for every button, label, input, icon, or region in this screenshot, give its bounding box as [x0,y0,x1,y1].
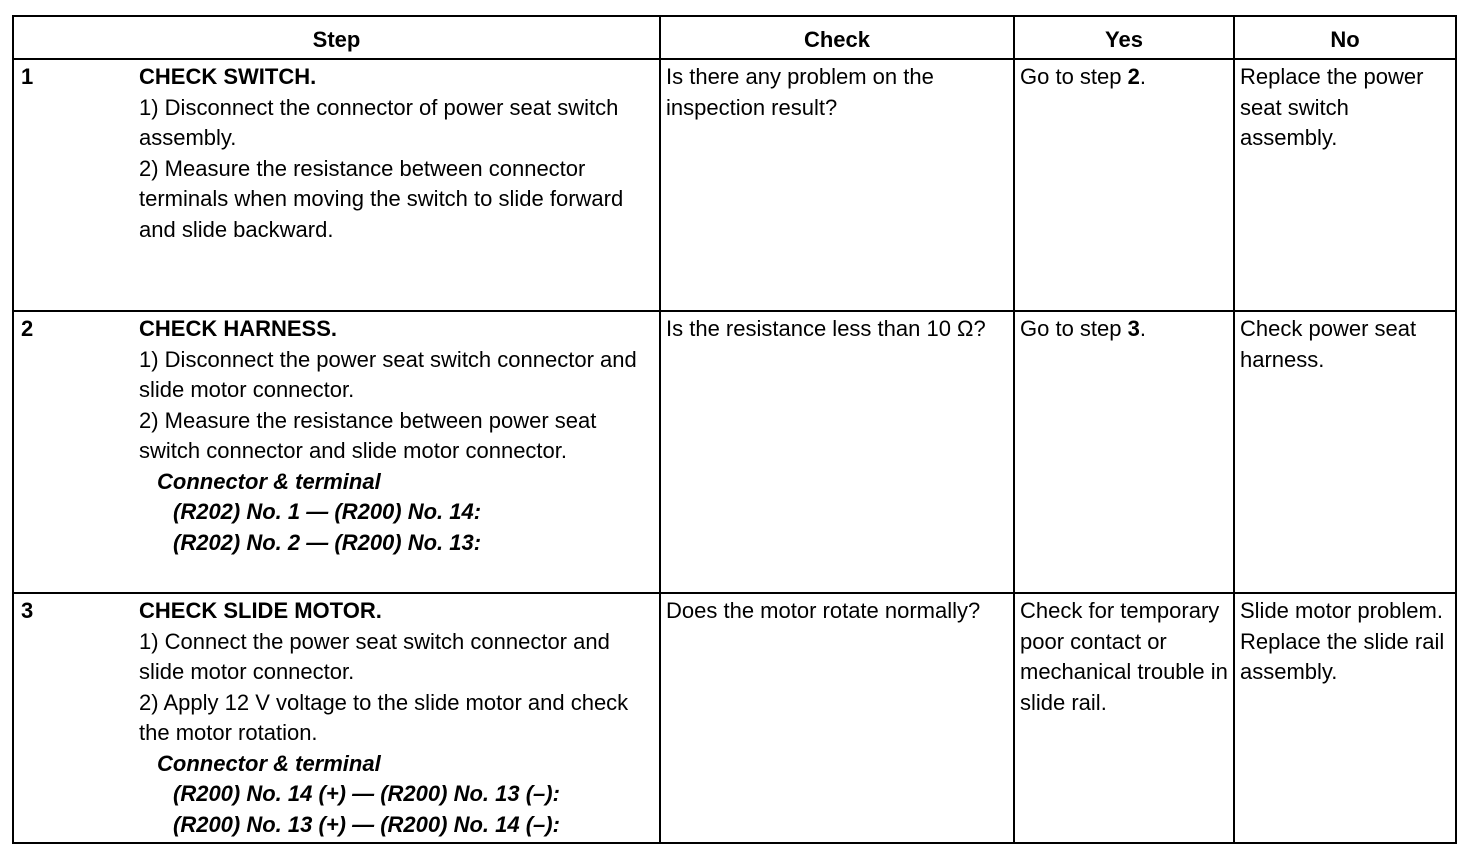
step-instruction: 1) Disconnect the power seat switch connector and slide motor connector. [139,346,637,402]
header-check: Check [660,16,1014,59]
check-cell: Does the motor rotate normally? [660,593,1014,843]
step-title: CHECK HARNESS. [139,316,338,341]
yes-text: Go to step [1020,64,1128,89]
no-cell: Check power seat harness. [1234,311,1456,593]
connector-line: (R200) No. 13 (+) — (R200) No. 14 (–): [173,811,560,837]
step-instruction: 1) Connect the power seat switch connector and slide motor connector. [139,628,610,684]
yes-cell [1014,311,1234,593]
yes-suffix: . [1139,64,1146,89]
table-row [13,593,1456,843]
step-title: CHECK SLIDE MOTOR. [139,598,382,623]
header-yes: Yes [1014,16,1234,59]
yes-step-ref: 3 [1127,316,1140,341]
table-row [13,59,1456,311]
diagnosis-table [12,15,1457,844]
step-cell [13,311,660,593]
yes-text: Go to step [1020,316,1128,341]
step-instruction: 2) Measure the resistance between power seat switch connector and slide motor connector. [139,407,597,463]
step-cell [13,593,660,843]
yes-cell: Check for temporary poor contact or mechanical trouble in slide rail. [1014,593,1234,843]
check-cell: Is there any problem on the inspection result? [660,59,1014,311]
connector-line: (R202) No. 1 — (R200) No. 14: [173,499,482,524]
yes-cell [1014,59,1234,311]
step-number: 3 [21,598,34,623]
yes-step-ref: 2 [1127,64,1140,89]
step-number: 1 [21,64,34,89]
no-cell: Slide motor problem. Replace the slide rail assembly. [1234,593,1456,843]
connector-heading: Connector & terminal [157,750,381,776]
header-row [13,16,1456,59]
no-cell: Replace the power seat switch assembly. [1234,59,1456,311]
step-number: 2 [21,316,34,341]
step-cell [13,59,660,311]
yes-suffix: . [1139,316,1146,341]
header-no: No [1234,16,1456,59]
step-title: CHECK SWITCH. [139,64,317,89]
step-instruction: 1) Disconnect the connector of power seat switch assembly. [139,94,619,150]
table-row [13,311,1456,593]
check-cell: Is the resistance less than 10 Ω? [660,311,1014,593]
connector-line: (R200) No. 14 (+) — (R200) No. 13 (–): [173,781,560,806]
connector-heading: Connector & terminal [157,468,381,494]
connector-line: (R202) No. 2 — (R200) No. 13: [173,529,482,555]
step-instruction: 2) Measure the resistance between connector terminals when moving the switch to slide forward and slide backward. [139,155,624,242]
step-instruction: 2) Apply 12 V voltage to the slide motor and check the motor rotation. [139,689,629,745]
header-step: Step [13,16,660,59]
